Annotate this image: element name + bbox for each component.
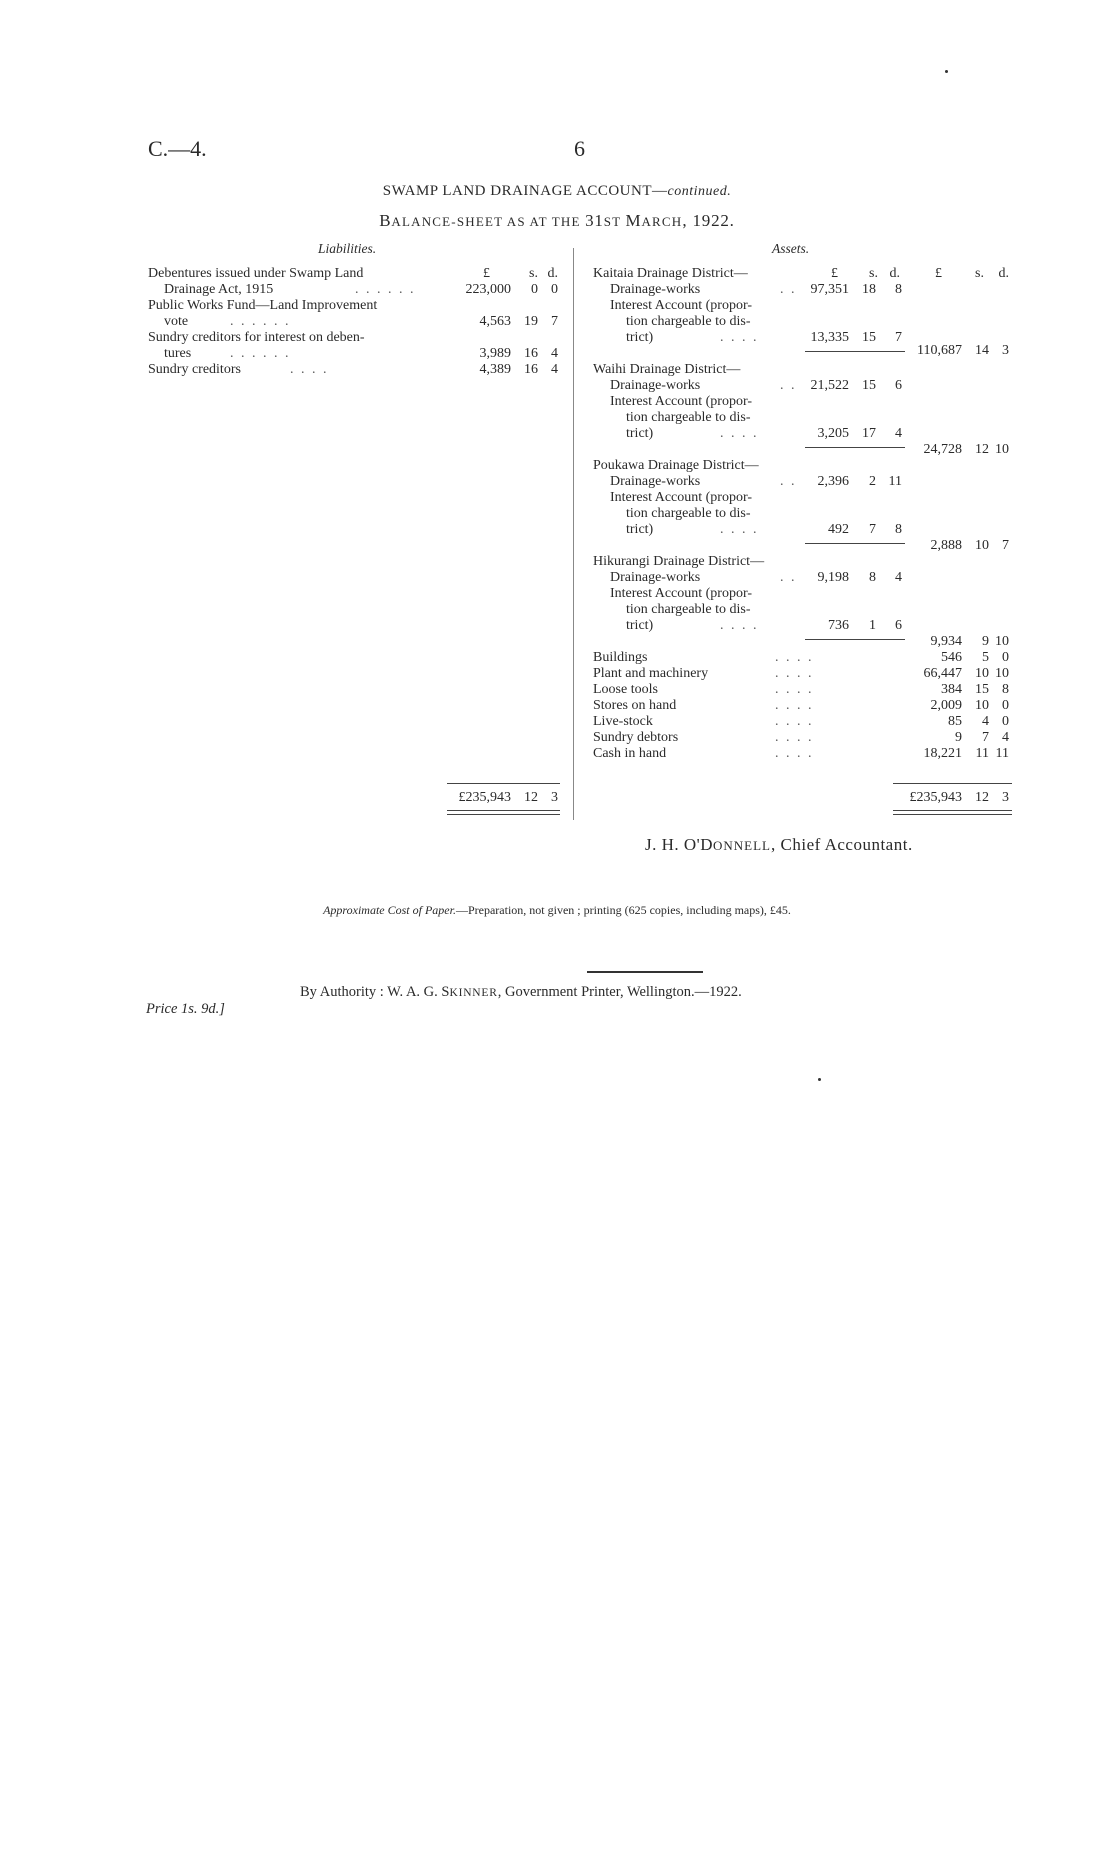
liability-amount-pence: 4 <box>551 346 558 361</box>
asset-label: Live-stock <box>593 714 653 729</box>
liability-amount-pounds: 4,389 <box>479 362 511 377</box>
works-amount-pence: 11 <box>888 474 902 489</box>
cost-note-text: —Preparation, not given ; printing (625 copies, including maps), £45. <box>455 903 791 917</box>
asset-amount-pounds: 546 <box>941 650 962 665</box>
district-total-shillings: 12 <box>975 442 989 457</box>
account-title-main: SWAMP LAND DRAINAGE ACCOUNT— <box>382 183 668 199</box>
asset-amount-shillings: 10 <box>975 666 989 681</box>
interest-label: tion chargeable to dis- <box>626 410 751 425</box>
liab-col-pounds: £ <box>483 266 490 281</box>
works-amount-pounds: 2,396 <box>817 474 849 489</box>
asset-col2-d: d. <box>998 266 1009 281</box>
asset-amount-shillings: 15 <box>975 682 989 697</box>
leader-dots: . . . . <box>720 618 759 633</box>
document-reference: C.—4. <box>148 136 207 161</box>
leader-dots: . . . . . . <box>230 314 291 329</box>
asset-amount-pounds: 85 <box>948 714 962 729</box>
interest-label: trict) <box>626 522 654 537</box>
works-label: Drainage-works <box>610 378 701 393</box>
signature <box>645 835 913 855</box>
footer-rule <box>587 971 703 973</box>
leader-dots: . . . . <box>720 522 759 537</box>
liability-amount-shillings: 16 <box>524 362 538 377</box>
asset-amount-pence: 10 <box>995 666 1009 681</box>
interest-label: tion chargeable to dis- <box>626 314 751 329</box>
assets-heading: Assets. <box>772 241 810 256</box>
asset-col-s: s. <box>869 266 878 281</box>
leader-dots: . . . . <box>775 698 814 713</box>
interest-amount-shillings: 1 <box>869 618 876 633</box>
liability-amount-pence: 7 <box>551 314 558 329</box>
district-total-shillings: 10 <box>975 538 989 553</box>
district-total-shillings: 9 <box>982 634 989 649</box>
subtitle-sc1: ALANCE-SHEET AS AT THE <box>391 214 586 229</box>
interest-amount-shillings: 15 <box>862 330 876 345</box>
liability-amount-shillings: 19 <box>524 314 538 329</box>
asset-col-d: d. <box>889 266 900 281</box>
interest-amount-pounds: 492 <box>828 522 849 537</box>
interest-amount-pounds: 3,205 <box>817 426 849 441</box>
leader-dots: . . . . <box>720 426 759 441</box>
signature-initials: J. H. O'D <box>645 835 714 854</box>
interest-label: Interest Account (propor- <box>610 586 753 601</box>
liability-amount-pence: 0 <box>551 282 558 297</box>
interest-amount-pounds: 13,335 <box>810 330 849 345</box>
asset-amount-pence: 11 <box>995 746 1009 761</box>
district-rule <box>805 351 905 352</box>
interest-label: trict) <box>626 618 654 633</box>
asset-col-pounds: £ <box>831 266 838 281</box>
liabilities-heading: Liabilities. <box>318 241 377 256</box>
works-amount-pounds: 21,522 <box>810 378 849 393</box>
asset-amount-pounds: 66,447 <box>923 666 962 681</box>
signature-role: , Chief Accountant. <box>771 835 913 854</box>
subtitle-date: 31 <box>585 211 604 230</box>
asset-label: Sundry debtors <box>593 730 679 745</box>
liab-col-d: d. <box>547 266 558 281</box>
leader-dots: . . <box>780 570 797 585</box>
asset-amount-pence: 0 <box>1002 698 1009 713</box>
works-amount-shillings: 15 <box>862 378 876 393</box>
works-label: Drainage-works <box>610 282 701 297</box>
subtitle-year: , 1922. <box>682 211 735 230</box>
leader-dots: . . . . <box>775 682 814 697</box>
page-number: 6 <box>574 136 585 161</box>
district-total-shillings: 14 <box>975 343 989 358</box>
leader-dots: . . . . <box>775 714 814 729</box>
district-name: Poukawa Drainage District— <box>593 458 759 473</box>
asset-amount-shillings: 7 <box>982 730 989 745</box>
asset-amount-pounds: 18,221 <box>923 746 962 761</box>
liability-amount-shillings: 16 <box>524 346 538 361</box>
asset-total-double-rule <box>893 810 1012 815</box>
liability-amount-pounds: 4,563 <box>479 314 511 329</box>
liability-label: Public Works Fund—Land Improvement <box>148 298 378 313</box>
interest-amount-pounds: 736 <box>828 618 849 633</box>
liability-amount-pounds: 223,000 <box>465 282 511 297</box>
works-amount-pence: 8 <box>895 282 902 297</box>
district-total-pounds: 110,687 <box>917 343 962 358</box>
district-total-pence: 3 <box>1002 343 1009 358</box>
interest-amount-pence: 6 <box>895 618 902 633</box>
liability-label: Drainage Act, 1915 <box>164 282 274 297</box>
subtitle-b: B <box>379 211 392 230</box>
cost-note-label: Approximate Cost of Paper. <box>323 903 456 917</box>
works-label: Drainage-works <box>610 570 701 585</box>
liability-label: Sundry creditors <box>148 362 241 377</box>
liab-col-s: s. <box>529 266 538 281</box>
scan-speck <box>945 70 948 73</box>
liability-amount-shillings: 0 <box>531 282 538 297</box>
asset-amount-pence: 0 <box>1002 714 1009 729</box>
works-label: Drainage-works <box>610 474 701 489</box>
asset-amount-shillings: 5 <box>982 650 989 665</box>
district-name: Kaitaia Drainage District— <box>593 266 748 281</box>
leader-dots: . . . . . . <box>355 282 416 297</box>
asset-col2-pounds: £ <box>935 266 942 281</box>
leader-dots: . . . . <box>775 666 814 681</box>
leader-dots: . . . . <box>290 362 329 377</box>
leader-dots: . . . . <box>775 746 814 761</box>
works-amount-shillings: 2 <box>869 474 876 489</box>
district-total-pounds: 2,888 <box>930 538 962 553</box>
works-amount-shillings: 18 <box>862 282 876 297</box>
liability-label: Sundry creditors for interest on deben- <box>148 330 365 345</box>
subtitle-month: ARCH <box>641 214 683 229</box>
asset-amount-pounds: 9 <box>955 730 962 745</box>
liability-label: tures <box>164 346 192 361</box>
interest-label: tion chargeable to dis- <box>626 602 751 617</box>
works-amount-pence: 6 <box>895 378 902 393</box>
asset-amount-shillings: 10 <box>975 698 989 713</box>
interest-amount-pence: 7 <box>895 330 902 345</box>
leader-dots: . . . . <box>720 330 759 345</box>
interest-label: Interest Account (propor- <box>610 490 753 505</box>
district-rule <box>805 639 905 640</box>
cost-note <box>0 903 1114 918</box>
district-rule <box>805 543 905 544</box>
account-title-continued: continued. <box>667 184 732 199</box>
signature-name: ONNELL <box>713 838 772 853</box>
works-amount-pounds: 97,351 <box>810 282 849 297</box>
interest-label: trict) <box>626 330 654 345</box>
asset-label: Stores on hand <box>593 698 677 713</box>
asset-col2-s: s. <box>975 266 984 281</box>
asset-label: Plant and machinery <box>593 666 709 681</box>
authority-line <box>300 984 742 1001</box>
asset-amount-pence: 4 <box>1002 730 1009 745</box>
interest-label: tion chargeable to dis- <box>626 506 751 521</box>
leader-dots: . . . . <box>775 730 814 745</box>
liability-label: vote <box>164 314 189 329</box>
district-total-pounds: 24,728 <box>923 442 962 457</box>
district-total-pounds: 9,934 <box>930 634 962 649</box>
asset-amount-pounds: 384 <box>941 682 962 697</box>
leader-dots: . . <box>780 282 797 297</box>
asset-total-pounds: £235,943 <box>909 790 962 805</box>
asset-total-pence: 3 <box>1002 790 1009 805</box>
asset-amount-pounds: 2,009 <box>930 698 962 713</box>
scan-speck <box>818 1078 821 1081</box>
liability-total-pounds: £235,943 <box>458 790 511 805</box>
leader-dots: . . . . <box>775 650 814 665</box>
liability-amount-pounds: 3,989 <box>479 346 511 361</box>
leader-dots: . . <box>780 378 797 393</box>
district-name: Hikurangi Drainage District— <box>593 554 765 569</box>
asset-amount-pence: 8 <box>1002 682 1009 697</box>
asset-total-shillings: 12 <box>975 790 989 805</box>
leader-dots: . . . . . . <box>230 346 291 361</box>
asset-label: Loose tools <box>593 682 658 697</box>
subtitle-m: M <box>625 211 642 230</box>
interest-amount-pence: 4 <box>895 426 902 441</box>
liability-total-shillings: 12 <box>524 790 538 805</box>
leader-dots: . . <box>780 474 797 489</box>
district-total-pence: 10 <box>995 442 1009 457</box>
subtitle-st: ST <box>603 214 626 229</box>
works-amount-pounds: 9,198 <box>817 570 849 585</box>
asset-label: Buildings <box>593 650 648 665</box>
interest-amount-shillings: 7 <box>869 522 876 537</box>
authority-prefix: By Authority : W. A. G. S <box>300 984 450 1000</box>
district-rule <box>805 447 905 448</box>
works-amount-pence: 4 <box>895 570 902 585</box>
asset-total-rule <box>893 783 1012 784</box>
interest-label: Interest Account (propor- <box>610 394 753 409</box>
interest-label: Interest Account (propor- <box>610 298 753 313</box>
district-total-pence: 10 <box>995 634 1009 649</box>
authority-name: KINNER <box>449 987 498 999</box>
liability-amount-pence: 4 <box>551 362 558 377</box>
district-total-pence: 7 <box>1002 538 1009 553</box>
district-name: Waihi Drainage District— <box>593 362 741 377</box>
interest-amount-shillings: 17 <box>862 426 876 441</box>
asset-label: Cash in hand <box>593 746 667 761</box>
interest-amount-pence: 8 <box>895 522 902 537</box>
liability-label: Debentures issued under Swamp Land <box>148 266 364 281</box>
interest-label: trict) <box>626 426 654 441</box>
asset-amount-pence: 0 <box>1002 650 1009 665</box>
asset-amount-shillings: 4 <box>982 714 989 729</box>
asset-amount-shillings: 11 <box>975 746 989 761</box>
liability-total-pence: 3 <box>551 790 558 805</box>
works-amount-shillings: 8 <box>869 570 876 585</box>
price: Price 1s. 9d.] <box>146 1001 225 1017</box>
authority-suffix: , Government Printer, Wellington.—1922. <box>497 984 742 1000</box>
